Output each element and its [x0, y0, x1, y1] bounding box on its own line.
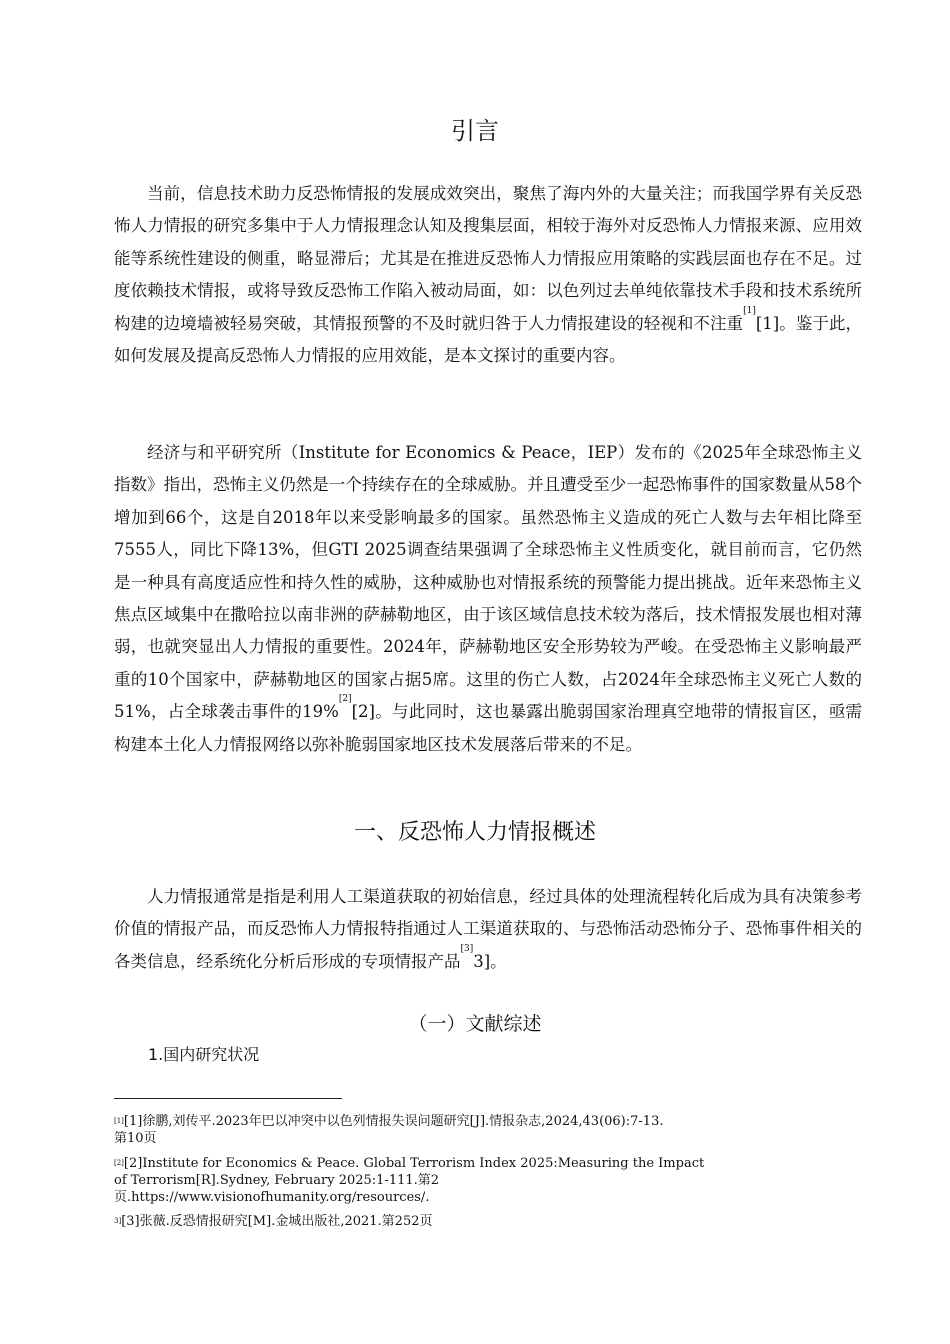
footnote-ref-1[interactable]: [1]	[743, 305, 756, 316]
footnote-ref-3[interactable]: [3]	[460, 943, 474, 954]
footnote-ref-2[interactable]: [2]	[338, 694, 352, 705]
intro-p1-text-b: [1]。鉴于此，如何发展及提高反恐怖人力情报的应用效能，是本文探讨的重要内容。	[114, 313, 863, 366]
intro-paragraph-2	[114, 437, 862, 761]
footnote-line: [2]Institute for Economics & Peace. Global Terrorism Index 2025:Measuring the Impact	[123, 1156, 705, 1171]
subsubsection-heading: 1.国内研究状况	[148, 1045, 260, 1064]
section1-paragraph-1	[114, 881, 862, 978]
intro-p1-text-a: 当前，信息技术助力反恐怖情报的发展成效突出，聚焦了海内外的大量关注；而我国学界有关反恐怖人力情报的研究多集中于人力情报理念认知及搜集层面，相较于海外对反恐怖人力情报来源、应用效能等系统性建设的侧重，略显滞后；尤其是在推进反恐怖人力情报应用策略的实践层面也存在不足。过度依赖技术情报，或将导致反恐怖工作陷入被动局面，如：以色列过去单纯依靠技术手段和技术系统所构建的边境墙被轻易突破，其情报预警的不及时就归咎于人力情报建设的轻视和不注重	[114, 184, 862, 333]
footnote-mark: 3]	[114, 1217, 122, 1225]
footnote-mark: [2]	[114, 1159, 124, 1167]
footnote-1	[114, 1113, 844, 1147]
footnote-mark: [1]	[114, 1117, 124, 1125]
section1-p1-text-b: 3]。	[473, 951, 507, 971]
footnote-2	[114, 1155, 844, 1206]
section1-p1-text-a: 人力情报通常是指是利用人工渠道获取的初始信息，经过具体的处理流程转化后成为具有决策参考价值的情报产品，而反恐怖人力情报特指通过人工渠道获取的、与恐怖活动恐怖分子、恐怖事件相关的各类信息，经系统化分析后形成的专项情报产品	[114, 887, 862, 971]
intro-p2-text-a: 经济与和平研究所（Institute for Economics & Peace，IEP）发布的《2025年全球恐怖主义指数》指出，恐怖主义仍然是一个持续存在的全球威胁。并且遭受至少一起恐怖事件的国家数量从58个增加到66个，这是自2018年以来受影响最多的国家。虽然恐怖主义造成的死亡人数与去年相比降至7555人，同比下降13%，但GTI 2025调查结果强调了全球恐怖主义性质变化，就目前而言，它仍然是一种具有高度适应性和持久性的威胁，这种威胁也对情报系统的预警能力提出挑战。近年来恐怖主义焦点区域集中在撒哈拉以南非洲的萨赫勒地区，由于该区域信息技术较为落后，技术情报发展也相对薄弱，也就突显出人力情报的重要性。2024年，萨赫勒地区安全形势较为严峻。在受恐怖主义影响最严重的10个国家中，萨赫勒地区的国家占据5席。这里的伤亡人数，占2024年全球恐怖主义死亡人数的51%，占全球袭击事件的19%	[114, 443, 862, 722]
footnote-line: 页.https://www.visionofhumanity.org/resources/.	[114, 1190, 430, 1205]
footnote-divider	[114, 1098, 342, 1099]
footnote-3	[114, 1213, 844, 1230]
footnote-line: [3]张薇.反恐情报研究[M].金城出版社,2021.第252页	[121, 1214, 433, 1229]
footnote-line: of Terrorism[R].Sydney, February 2025:1-111.第2	[114, 1173, 440, 1188]
intro-paragraph-1	[114, 178, 862, 372]
footnote-line: 第10页	[114, 1131, 157, 1146]
subsection-heading: （一）文献综述	[408, 1013, 542, 1035]
section-heading: 一、反恐怖人力情报概述	[353, 820, 596, 845]
footnote-line: [1]徐鹏,刘传平.2023年巴以冲突中以色列情报失误问题研究[J].情报杂志,2024,43(06):7-13.	[123, 1114, 664, 1129]
intro-p2-text-b: [2]。与此同时，这也暴露出脆弱国家治理真空地带的情报盲区，亟需构建本土化人力情报网络以弥补脆弱国家地区技术发展落后带来的不足。	[114, 702, 862, 754]
page-title: 引言	[451, 117, 499, 145]
